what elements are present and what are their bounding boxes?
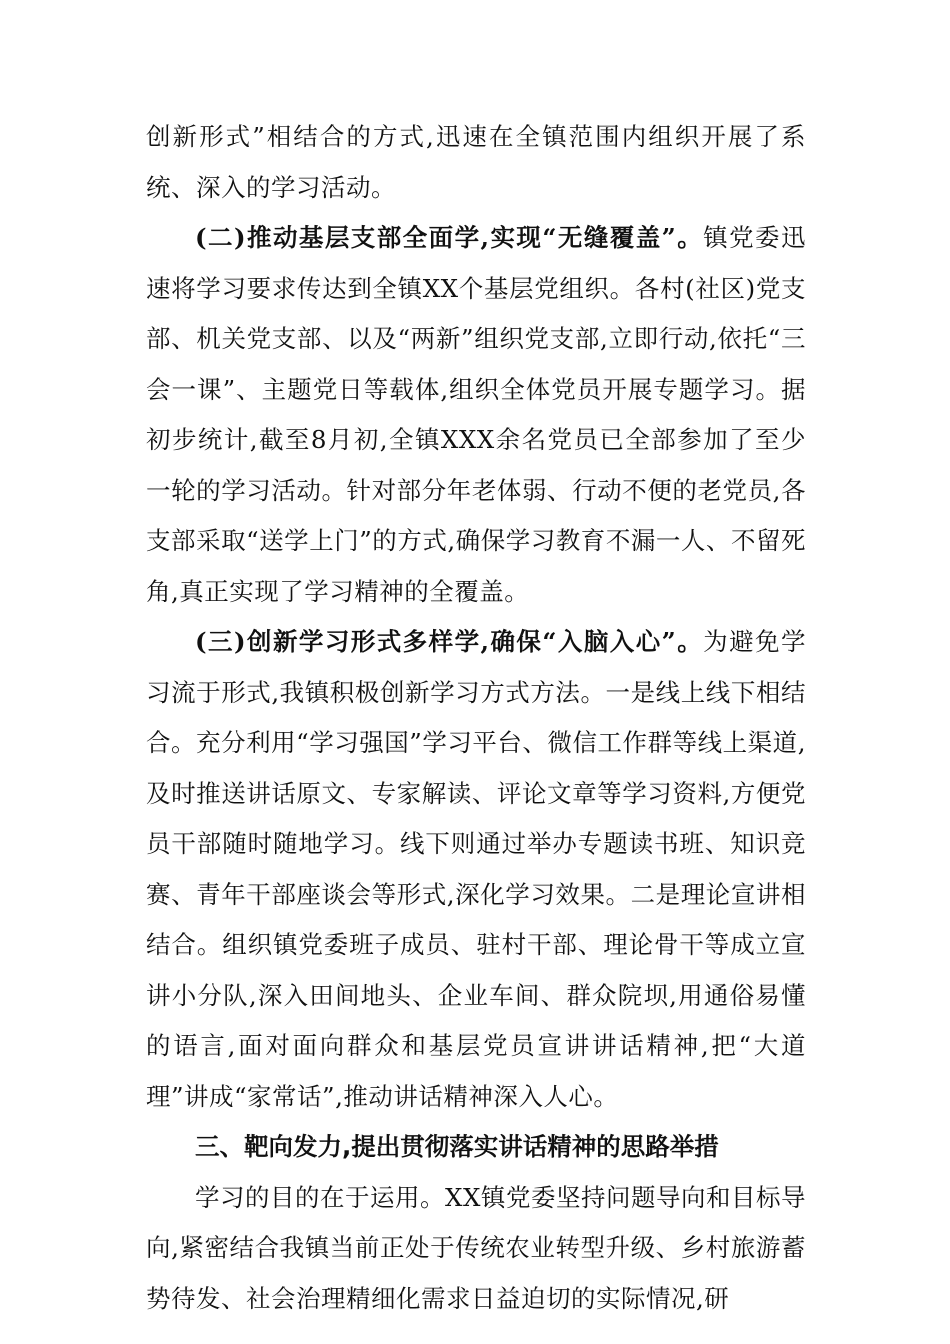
section-2-text: 镇党委迅速将学习要求传达到全镇XX个基层党组织。各村(社区)党支部、机关党支部、以及“两新”组织党支部,立即行动,依托“三会一课”、主题党日等载体,组织全体党员开展专题学习。据初步统计,截至8月初,全镇XXX余名党员已全部参加了至少一轮的学习活动。针对部分年老体弱、行动不便的老党员,各支部采取“送学上门”的方式,确保学习教育不漏一人、不留死角,真正实现了学习精神的全覆盖。 xyxy=(146,223,807,606)
section-3-text: 为避免学习流于形式,我镇积极创新学习方式方法。一是线上线下相结合。充分利用“学习强国”学习平台、微信工作群等线上渠道,及时推送讲话原文、专家解读、评论文章等学习资料,方便党员干部随时随地学习。线下则通过举办专题读书班、知识竞赛、青年干部座谈会等形式,深化学习效果。二是理论宣讲相结合。组织镇党委班子成员、驻村干部、理论骨干等成立宣讲小分队,深入田间地头、企业车间、群众院坝,用通俗易懂的语言,面对面向群众和基层党员宣讲讲话精神,把“大道理”讲成“家常话”,推动讲话精神深入人心。 xyxy=(146,627,807,1111)
paragraph-body: 学习的目的在于运用。XX镇党委坚持问题导向和目标导向,紧密结合我镇当前正处于传统农业转型升级、乡村旅游蓄势待发、社会治理精细化需求日益迫切的实际情况,研 xyxy=(146,1182,806,1313)
paragraph-section-2 xyxy=(146,213,806,617)
document-page xyxy=(146,112,806,1324)
paragraph-section-3 xyxy=(146,617,806,1122)
section-heading-3: 三、靶向发力,提出贯彻落实讲话精神的思路举措 xyxy=(195,1132,719,1161)
paragraph-text: 创新形式”相结合的方式,迅速在全镇范围内组织开展了系统、深入的学习活动。 xyxy=(146,122,806,202)
paragraph-continuation xyxy=(146,112,806,213)
section-2-title: (二)推动基层支部全面学,实现“无缝覆盖”。 xyxy=(195,223,704,252)
section-3-title: (三)创新学习形式多样学,确保“入脑入心”。 xyxy=(195,627,704,656)
